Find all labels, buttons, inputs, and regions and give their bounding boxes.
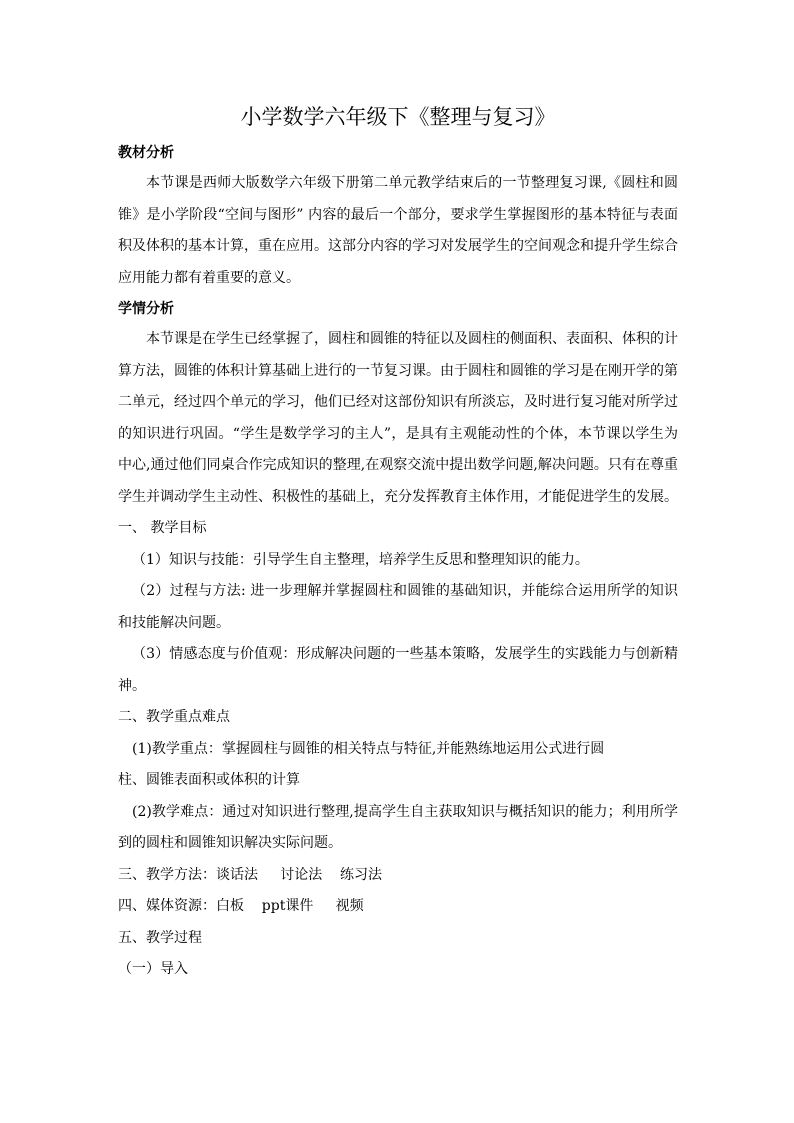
document-page [118, 100, 678, 986]
key-point-difficulty: (2)教学难点：通过对知识进行整理,提高学生自主获取知识与概括知识的能力；利用所学到的圆柱和圆锥知识解决实际问题。 [118, 803, 678, 851]
section-teaching-methods: 三、教学方法：谈话法 讨论法 练习法 [118, 866, 383, 883]
section-heading-teaching-process: 五、教学过程 [118, 929, 202, 946]
goal-item-knowledge: （1）知识与技能：引导学生自主整理，培养学生反思和整理知识的能力。 [132, 551, 589, 568]
section-media-resources: 四、媒体资源：白板 ppt课件 视频 [118, 898, 364, 914]
paragraph-textbook-analysis: 本节课是西师大版数学六年级下册第二单元教学结束后的一节整理复习课,《圆柱和圆锥》是小学阶段“空间与图形” 内容的最后一个部分，要求学生掌握图形的基本特征与表面积及体积的基本计算，重在应用。这部分内容的学习对发展学生的空间观念和提升学生综合应用能力都有着重要的意义。 [118, 175, 678, 286]
goal-item-process: （2）过程与方法: 进一步理解并掌握圆柱和圆锥的基础知识，并能综合运用所学的知识和技能解决问题。 [118, 583, 678, 631]
paragraph-student-analysis: 本节课是在学生已经掌握了，圆柱和圆锥的特征以及圆柱的侧面积、表面积、体积的计算方法，圆锥的体积计算基础上进行的一节复习课。由于圆柱和圆锥的学习是在刚开学的第二单元，经过四个单元的学习，他们已经对这部份知识有所淡忘，及时进行复习能对所学过的知识进行巩固。“学生是数学学习的主人”，是具有主观能动性的个体，本节课以学生为中心,通过他们同桌合作完成知识的整理,在观察交流中提出数学问题,解决问题。只有在尊重学生并调动学生主动性、积极性的基础上，充分发挥教育主体作用，才能促进学生的发展。 [118, 331, 678, 505]
key-point-focus: (1)教学重点：掌握圆柱与圆锥的相关特点与特征,并能熟练地运用公式进行圆 [132, 740, 605, 757]
section-heading-student-analysis: 学情分析 [118, 301, 174, 317]
section-heading-textbook-analysis: 教材分析 [118, 145, 174, 161]
section-heading-key-points: 二、教学重点难点 [118, 709, 230, 725]
key-point-focus-continued: 柱、圆锥表面积或体积的计算 [118, 772, 300, 788]
goal-item-emotion: （3）情感态度与价值观：形成解决问题的一些基本策略，发展学生的实践能力与创新精神。 [118, 646, 678, 694]
section-heading-teaching-goals: 一、 教学目标 [118, 520, 207, 536]
page-title: 小学数学六年级下《整理与复习》 [240, 105, 556, 129]
subsection-introduction: （一）导入 [118, 961, 188, 977]
